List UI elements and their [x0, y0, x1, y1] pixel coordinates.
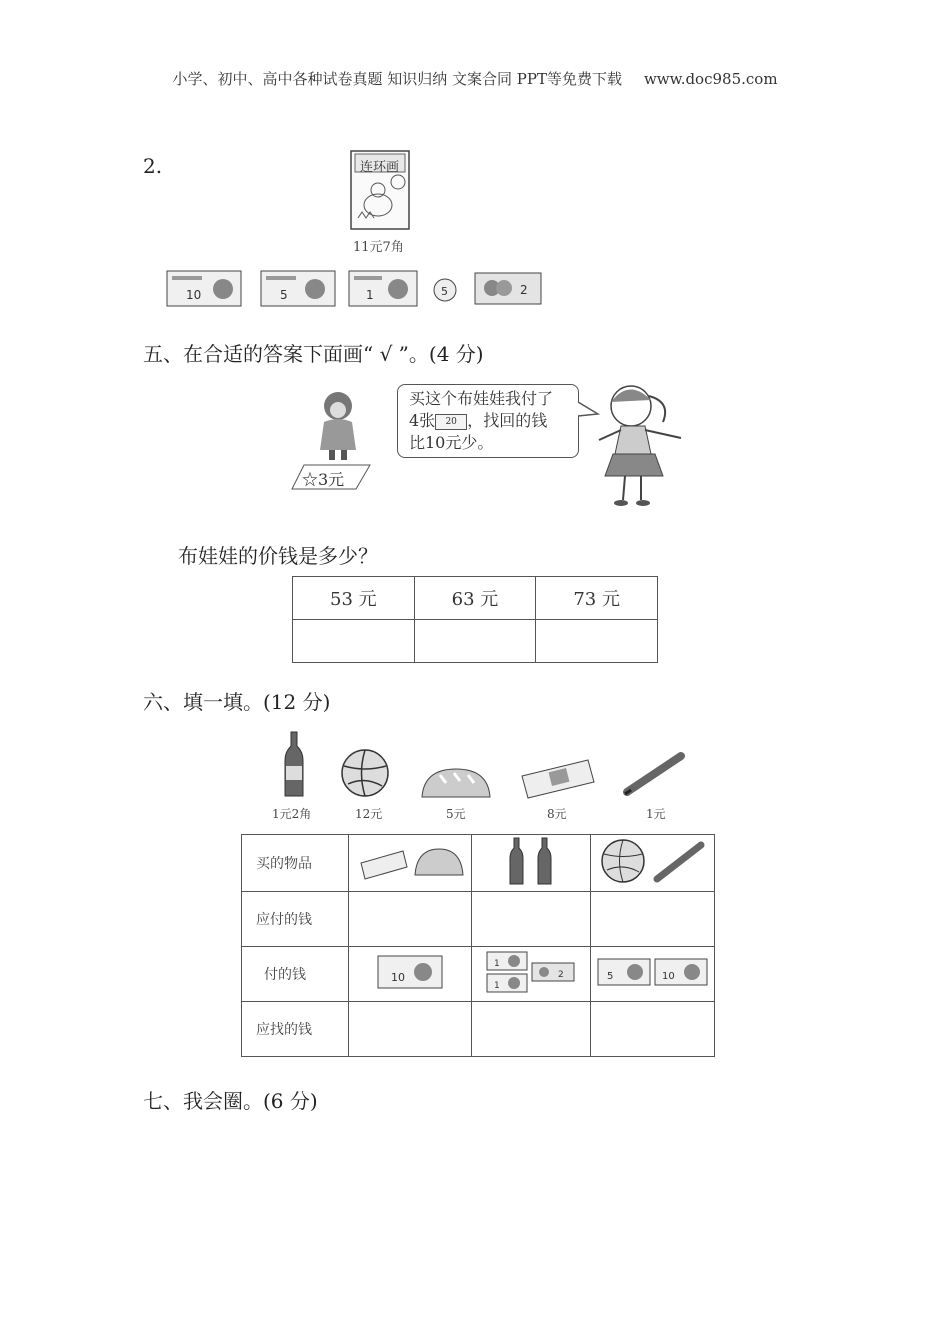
banknote-5-yuan: [260, 270, 336, 311]
doll-price-question: 布娃娃的价钱是多少？: [178, 544, 378, 568]
option-73: 73 元: [536, 577, 658, 620]
pen-icon: [623, 750, 687, 800]
speech-bubble: [397, 384, 579, 458]
amount-due-2[interactable]: [471, 892, 590, 947]
paid-note-5: 5: [606, 971, 613, 982]
paid-note-2jiao: 2: [558, 970, 564, 980]
page-header: [0, 68, 950, 89]
question-2-number: 2.: [143, 154, 163, 178]
section-7-title: 七、我会圈。(6 分): [143, 1089, 318, 1113]
label-change-due: 应找的钱: [242, 1002, 349, 1057]
speech-banknote-20: 20: [435, 414, 467, 430]
answer-cell-73[interactable]: [536, 620, 658, 663]
paid-note-10: 10: [390, 971, 405, 984]
bread-icon: [420, 765, 492, 805]
volleyball-price: 12元: [355, 807, 383, 821]
volleyball-icon: [340, 748, 390, 802]
pencil-box-icon: [520, 758, 596, 804]
answer-cell-63[interactable]: [414, 620, 536, 663]
header-text: 小学、初中、高中各种试卷真题 知识归纳 文案合同 PPT等免费下载: [172, 70, 622, 88]
banknote-2-label: 2: [520, 283, 528, 297]
answer-cell-53[interactable]: [293, 620, 415, 663]
speech-line-2a: 4张: [409, 411, 436, 430]
paid-note-1b: 1: [494, 981, 500, 991]
shopping-table: [241, 834, 715, 1057]
comic-book-title: 连环画: [360, 160, 400, 175]
section-5-title: 五、在合适的答案下面画“ √ ”。(4 分): [143, 342, 484, 366]
coin-5-label: 5: [441, 285, 448, 298]
change-due-2[interactable]: [471, 1002, 590, 1057]
pencil-box-price: 8元: [547, 807, 567, 821]
amount-paid-3: [591, 947, 715, 1002]
bread-price: 5元: [446, 807, 466, 821]
speech-line-1: 买这个布娃娃我付了: [409, 389, 554, 408]
label-amount-paid: 付的钱: [242, 947, 349, 1002]
banknote-10-yuan: [166, 270, 242, 311]
comic-book-price: 11元7角: [353, 240, 404, 255]
row-items-bought: [242, 835, 715, 892]
banknote-2-jiao: [474, 272, 542, 309]
cola-bottle-icon: [284, 730, 304, 802]
speech-line-3: 比10元少。: [409, 433, 494, 452]
cell-items-2: [471, 835, 590, 892]
amount-paid-1: [348, 947, 471, 1002]
row-change-due: [242, 1002, 715, 1057]
cell-items-1: [348, 835, 471, 892]
doll-price-text: ☆3元: [302, 470, 345, 489]
banknote-5-label: 5: [280, 288, 288, 302]
pen-price: 1元: [646, 807, 666, 821]
answer-options-table: [292, 576, 658, 663]
change-due-3[interactable]: [591, 1002, 715, 1057]
header-site: www.doc985.com: [643, 70, 778, 88]
banknote-1-yuan: [348, 270, 418, 311]
girl-image: [585, 382, 705, 514]
paid-note-10b: 10: [661, 971, 675, 982]
amount-due-3[interactable]: [591, 892, 715, 947]
row-amount-due: [242, 892, 715, 947]
cola-price: 1元2角: [272, 807, 312, 821]
amount-due-1[interactable]: [348, 892, 471, 947]
label-amount-due: 应付的钱: [242, 892, 349, 947]
banknote-10-label: 10: [186, 288, 202, 302]
option-53: 53 元: [293, 577, 415, 620]
row-amount-paid: [242, 947, 715, 1002]
option-63: 63 元: [414, 577, 536, 620]
amount-paid-2: [471, 947, 590, 1002]
cell-items-3: [591, 835, 715, 892]
coin-5-jiao: [432, 277, 458, 307]
section-6-title: 六、填一填。(12 分): [143, 690, 331, 714]
change-due-1[interactable]: [348, 1002, 471, 1057]
doll-image: [312, 388, 364, 468]
label-items-bought: 买的物品: [242, 835, 349, 892]
paid-note-1a: 1: [494, 959, 500, 969]
banknote-1-label: 1: [366, 288, 374, 302]
speech-line-2b: ，找回的钱: [467, 411, 548, 430]
